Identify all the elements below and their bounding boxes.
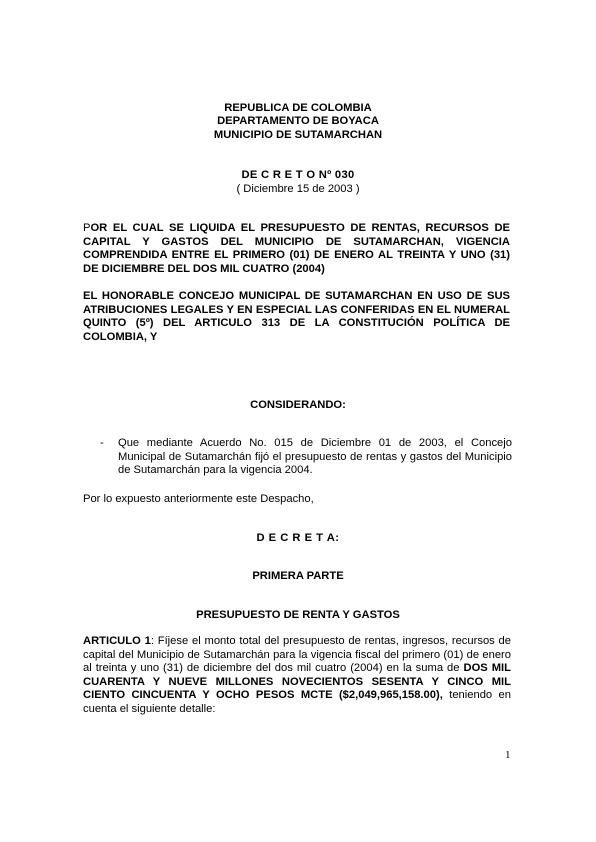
- article-1: [83, 635, 511, 717]
- article-1-text-a: : Fíjese el monto total del presupuesto de rentas, ingresos, recursos de capital del Municipio de Sutamarchán para la vigencia fiscal del primero (01) de enero al treinta y uno (31) de diciembre del dos mil cuatro (2004) en la suma de: [83, 635, 512, 675]
- considering-heading: CONSIDERANDO:: [250, 399, 346, 411]
- considering-item: [100, 437, 512, 478]
- bullet-dash: -: [100, 437, 104, 449]
- decreta-heading: D E C R E T A:: [256, 532, 340, 544]
- section-heading: PRESUPUESTO DE RENTA Y GASTOS: [196, 609, 400, 621]
- decree-block: [0, 169, 596, 196]
- intro-first-letter: P: [83, 222, 91, 234]
- document-header: [0, 102, 596, 142]
- part-heading: PRIMERA PARTE: [252, 570, 344, 582]
- decree-number: DE C R E T O Nº 030: [241, 169, 355, 181]
- considering-item-text: Que mediante Acuerdo No. 015 de Diciembre 01 de 2003, el Concejo Municipal de Sutamarchán fijó el presupuesto de rentas y gastos del Municipio de Sutamarchán para la vigencia 2004.: [118, 437, 512, 476]
- page-number: 1: [505, 749, 511, 761]
- header-department: DEPARTAMENTO DE BOYACA: [217, 115, 379, 128]
- article-1-text-b: teniendo en cuenta el siguiente detalle:: [83, 689, 511, 715]
- intro-text: OR EL CUAL SE LIQUIDA EL PRESUPUESTO DE RENTAS, RECURSOS DE CAPITAL Y GASTOS DEL MUNICIPIO DE SUTAMARCHAN, VIGENCIA COMPRENDIDA ENTRE EL PRIMERO (01) DE ENERO AL TREINTA Y UNO (31) DE DICIEMBRE DEL DOS MIL CUATRO (2004): [83, 222, 510, 275]
- article-1-amount: DOS MIL CUARENTA Y NUEVE MILLONES NOVECIENTOS SESENTA Y CINCO MIL CIENTO CINCUENTA Y OCHO PESOS MCTE ($2,049,965,158.00),: [83, 662, 511, 702]
- header-country: REPUBLICA DE COLOMBIA: [224, 102, 372, 114]
- authority-paragraph: EL HONORABLE CONCEJO MUNICIPAL DE SUTAMARCHAN EN USO DE SUS ATRIBUCIONES LEGALES Y EN ESPECIAL LAS CONFERIDAS EN EL NUMERAL QUINTO (5º) DEL ARTICULO 313 DE LA CONSTITUCIÓN POLÍTICA DE COLOMBIA, Y: [83, 290, 510, 343]
- article-1-label: ARTICULO 1: [83, 635, 151, 647]
- decree-date: ( Diciembre 15 de 2003 ): [236, 182, 360, 195]
- intro-paragraph: [83, 222, 510, 276]
- expuesto-line: Por lo expuesto anteriormente este Despacho,: [83, 493, 314, 505]
- header-municipality: MUNICIPIO DE SUTAMARCHAN: [213, 128, 383, 141]
